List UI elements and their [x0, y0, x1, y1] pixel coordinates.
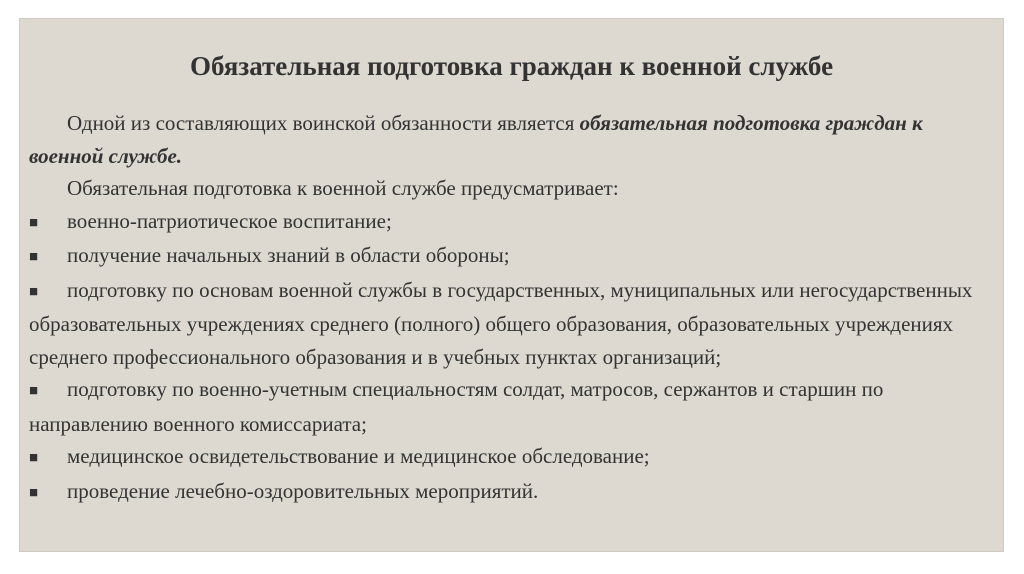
square-bullet-icon: ■: [29, 484, 39, 501]
list-item: [29, 239, 999, 274]
intro-text: Одной из составляющих воинской обязанности является: [67, 111, 580, 135]
list-item: [29, 440, 999, 475]
square-bullet-icon: ■: [29, 283, 39, 300]
slide-body: [29, 107, 999, 509]
intro-paragraph: [29, 107, 999, 172]
square-bullet-icon: ■: [29, 383, 39, 399]
list-item: [29, 475, 999, 510]
list-item-text: военно-патриотическое воспитание;: [67, 208, 392, 233]
slide-title: Обязательная подготовка граждан к военной службе: [189, 51, 834, 81]
list-item-text: подготовку по основам военной службы в государственных, муниципальных или негосударственных образовательных учреждениях среднего (полного) общего образования, образовательных учреждениях среднего профессионального образования и в учебных пунктах организаций;: [29, 277, 973, 369]
square-bullet-icon: ■: [29, 450, 39, 466]
list-item-text: медицинское освидетельствование и медицинское обследование;: [67, 444, 650, 468]
slide: [19, 18, 1004, 552]
list-item-text: получение начальных знаний в области обороны;: [67, 243, 510, 267]
list-item: [29, 274, 999, 374]
list-item: [29, 205, 999, 240]
list-item-text: подготовку по военно-учетным специальностям солдат, матросов, сержантов и старшин по направлению военного комиссариата;: [29, 377, 884, 436]
list-item-text: проведение лечебно-оздоровительных мероприятий.: [67, 478, 539, 503]
lead-paragraph: Обязательная подготовка к военной службе предусматривает:: [67, 176, 619, 200]
square-bullet-icon: ■: [29, 249, 39, 265]
intro-emphasis: обязательная подготовка граждан к военной службе.: [29, 111, 923, 168]
square-bullet-icon: ■: [29, 214, 39, 231]
list-item: [29, 373, 999, 440]
